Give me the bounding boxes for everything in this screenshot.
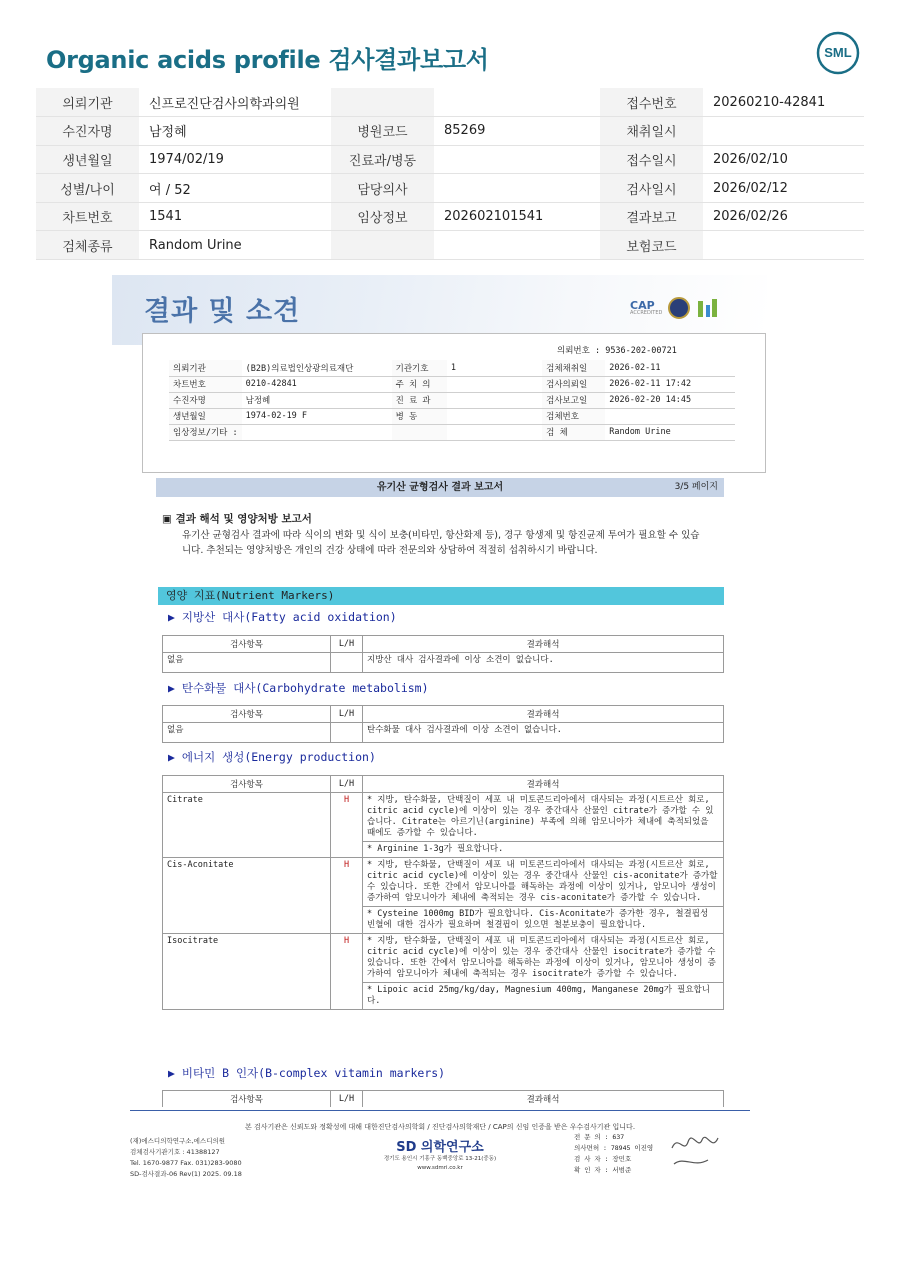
header-row bbox=[36, 231, 864, 260]
sd-logo: SD 의학연구소 bbox=[396, 1140, 484, 1155]
recommendation: * Lipoic acid 25mg/kg/day, Magnesium 400mg, Manganese 20mg가 필요합니다. bbox=[363, 983, 724, 1010]
header-value: 202602101541 bbox=[434, 202, 600, 231]
info-row bbox=[169, 360, 735, 376]
footer-note: 본 검사기관은 신뢰도와 정확성에 대해 대한진단검사의학회 / 진단검사의학재단 / CAP의 신임 인증을 받은 우수검사기관 입니다. bbox=[244, 1123, 636, 1131]
nutrient-markers-header: 영양 지표(Nutrient Markers) bbox=[158, 587, 724, 605]
scanned-report bbox=[112, 275, 767, 1107]
header-value: 신프로진단검사의학과의원 bbox=[139, 88, 331, 117]
info-value: 0210-42841 bbox=[242, 376, 392, 392]
info-value bbox=[447, 376, 542, 392]
cap-logo: CAP ACCREDITED bbox=[630, 299, 663, 316]
interpretation: * 지방, 탄수화물, 단백질이 세포 내 미토콘드리아에서 대사되는 과정(시트르산 회로, citric acid cycle)에 이상이 있는 경우 중간대사 산물인 cis-aconitate가 증가할 수 있습니다. 또한 간에서 암모니아를 해독하는 과정에 이상이 있거나, 암모니아 생성이 증가하여 암모니아가 체내에 축적되는 경우 cis-aconitate가 증가할 수 있습니다. bbox=[363, 858, 724, 907]
header-value bbox=[703, 117, 864, 146]
header-label: 수진자명 bbox=[36, 117, 139, 146]
info-value bbox=[447, 392, 542, 408]
fatty-acid-table: 검사항목 L/H 결과해석 없음 지방산 대사 검사결과에 이상 소견이 없습니다. bbox=[162, 635, 724, 673]
footer-divider bbox=[130, 1110, 750, 1111]
header-value bbox=[434, 231, 600, 260]
interpretation: * 지방, 탄수화물, 단백질이 세포 내 미토콘드리아에서 대사되는 과정(시트르산 회로, citric acid cycle)에 이상이 있는 경우 중간대사 산물인 citrate가 증가할 수 있습니다. Citrate는 아르기닌(arginine) 부족에 의해 암모니아가 체내에 축적되었을 때에도 증가할 수 있습니다. bbox=[363, 793, 724, 842]
info-row bbox=[169, 408, 735, 424]
header-label bbox=[331, 231, 434, 260]
carbohydrate-table: 검사항목 L/H 결과해석 없음 탄수화물 대사 검사결과에 이상 소견이 없습니다. bbox=[162, 705, 724, 743]
info-row bbox=[169, 376, 735, 392]
header-label: 성별/나이 bbox=[36, 174, 139, 203]
info-value: 남정혜 bbox=[242, 392, 392, 408]
info-value: (B2B)의료법인상광의료재단 bbox=[242, 360, 392, 376]
info-value: 2026-02-11 17:42 bbox=[605, 376, 735, 392]
header-label: 접수일시 bbox=[600, 145, 703, 174]
header-value bbox=[703, 231, 864, 260]
info-value: 1974-02-19 F bbox=[242, 408, 392, 424]
info-value: 2026-02-20 14:45 bbox=[605, 392, 735, 408]
header-label: 담당의사 bbox=[331, 174, 434, 203]
header-row bbox=[36, 145, 864, 174]
header-label: 의뢰기관 bbox=[36, 88, 139, 117]
header-row bbox=[36, 117, 864, 146]
info-value bbox=[447, 408, 542, 424]
marker-name: Isocitrate bbox=[163, 934, 331, 1010]
header-label: 채취일시 bbox=[600, 117, 703, 146]
header-value: 85269 bbox=[434, 117, 600, 146]
info-label: 검사보고일 bbox=[542, 392, 605, 408]
request-number: 의뢰번호 : 9536-202-00721 bbox=[557, 346, 677, 356]
header-value: 남정혜 bbox=[139, 117, 331, 146]
info-value: 2026-02-11 bbox=[605, 360, 735, 376]
info-value bbox=[242, 424, 392, 440]
lh-flag: H bbox=[331, 934, 363, 1010]
carbohydrate-heading: ▶ 탄수화물 대사(Carbohydrate metabolism) bbox=[168, 681, 429, 695]
info-label bbox=[392, 424, 447, 440]
lh-flag: H bbox=[331, 793, 363, 858]
header-label: 검체종류 bbox=[36, 231, 139, 260]
signature-icon bbox=[668, 1130, 728, 1170]
page-number: 3/5 페이지 bbox=[674, 482, 718, 492]
info-label: 주 치 의 bbox=[392, 376, 447, 392]
section-paragraph: 유기산 균형검사 결과에 따라 식이의 변화 및 식이 보충(비타민, 항산화제 등), 경구 항생제 및 항진균제 투여가 필요할 수 있습니다. 추천되는 영양처방은 개인의 건강 상태에 따라 전문의와 상담하여 적절히 섭취하시기 바랍니다. bbox=[182, 530, 700, 556]
header-value bbox=[434, 145, 600, 174]
header-value: 1541 bbox=[139, 202, 331, 231]
header-value: 2026/02/26 bbox=[703, 202, 864, 231]
header-label: 결과보고 bbox=[600, 202, 703, 231]
footer-left: (재)에스디의학연구소,에스디의원 검체검사기관기호 : 41388127 Tel. 1670-9877 Fax. 031)283-9080 SD-검사결과-06 Rev(1) 2025. 09.18 bbox=[130, 1137, 242, 1178]
info-value bbox=[447, 424, 542, 440]
table-row bbox=[163, 858, 724, 907]
banner-title: 결과 및 소견 bbox=[144, 296, 301, 327]
marker-name: Cis-Aconitate bbox=[163, 858, 331, 934]
info-label: 검 체 bbox=[542, 424, 605, 440]
fatty-acid-heading: ▶ 지방산 대사(Fatty acid oxidation) bbox=[168, 610, 397, 624]
vitamin-b-table: 검사항목 L/H 결과해석 bbox=[162, 1090, 724, 1107]
page-title: Organic acids profile 검사결과보고서 bbox=[46, 46, 489, 74]
energy-table: 검사항목 L/H 결과해석 Citrate H * 지방, 탄수화물, 단백질이 세포 내 미토콘드리아에서 대사되는 과정(시트르산 회로, citric acid cycle)에 이상이 있는 경우 중간대사 산물인 citrate가 증가할 수 있습니다. Citrate는 아르기닌(arginine) 부족에 의해 암모니아가 체내에 축적되었을 때에도 증가할 수 있습니다. * Arginine 1-3g가 필요합니다. Cis-Aconitate H * 지방, 탄수화물, 단백질이 세포 내 미토콘드리아에서 대사되는 과정(시트르산 회로, citric acid cycle)에 이상이 있는 경우 중간대사 산물인 cis-aconitate가 증가할 수 있습니다. 또한 간에서 암모니아를 해독하는 과정에 이상이 있거나, 암모니아 생성이 증가하여 암모니아가 체내에 축적되는 경우 cis-aconitate가 증가할 수 있습니다. * Cysteine 1000mg BID가 필요합니다. Cis-Aconitate가 증가한 경우, 철결핍성 빈혈에 대한 검사가 필요하며 철결핍이 있으면 철분보충이 필요합니다. Isocitrate H * 지방, 탄수화물, 단백질이 세포 내 미토콘드리아에서 대사되는 과정(시트르산 회로, citric acid cycle)에 이상이 있는 경우 중간대사 산물인 isocitrate가 증가할 수 있습니다. 또한 간에서 암모니아를 해독하는 과정에 이상이 있거나, 암모니아 생성이 증가하여 암모니아가 체내에 축적되는 경우 isocitrate가 증가할 수 있습니다. * Lipoic acid 25mg/kg/day, Magnesium 400mg, Manganese 20mg가 필요합니다. bbox=[162, 775, 724, 1010]
info-label: 차트번호 bbox=[169, 376, 242, 392]
info-label: 수진자명 bbox=[169, 392, 242, 408]
recommendation: * Cysteine 1000mg BID가 필요합니다. Cis-Aconitate가 증가한 경우, 철결핍성 빈혈에 대한 검사가 필요하며 철결핍이 있으면 철분보충이 필요합니다. bbox=[363, 907, 724, 934]
header-label: 보험코드 bbox=[600, 231, 703, 260]
energy-heading: ▶ 에너지 생성(Energy production) bbox=[168, 750, 376, 764]
sml-logo-icon bbox=[815, 30, 861, 76]
info-value: 1 bbox=[447, 360, 542, 376]
info-value bbox=[605, 408, 735, 424]
header-value: 20260210-42841 bbox=[703, 88, 864, 117]
table-row bbox=[163, 934, 724, 983]
info-table bbox=[169, 360, 735, 441]
header-value: 여 / 52 bbox=[139, 174, 331, 203]
header-value: 1974/02/19 bbox=[139, 145, 331, 174]
info-label: 검체번호 bbox=[542, 408, 605, 424]
info-label: 진 료 과 bbox=[392, 392, 447, 408]
header-label: 차트번호 bbox=[36, 202, 139, 231]
header-value: 2026/02/12 bbox=[703, 174, 864, 203]
header-label: 생년월일 bbox=[36, 145, 139, 174]
header-label: 검사일시 bbox=[600, 174, 703, 203]
header-row bbox=[36, 202, 864, 231]
footer-brand: SD 의학연구소 경기도 용인시 기흥구 동백중앙로 13-21(중동) www.sdmri.co.kr bbox=[370, 1136, 510, 1173]
seal-icon bbox=[668, 297, 690, 319]
header-value: 2026/02/10 bbox=[703, 145, 864, 174]
patient-header-table bbox=[36, 88, 864, 260]
certification-logos bbox=[630, 297, 718, 319]
header-row bbox=[36, 88, 864, 117]
header-value bbox=[434, 174, 600, 203]
footer-signatories: 전 문 의 : 637 의사면허 : 78945 이진영 검 사 자 : 장민호 확 인 자 : 서범준 bbox=[574, 1133, 654, 1174]
report-title: 유기산 균형검사 결과 보고서 bbox=[376, 482, 504, 493]
info-label: 검체채취일 bbox=[542, 360, 605, 376]
info-label: 병 동 bbox=[392, 408, 447, 424]
info-label: 임상정보/기타 : bbox=[169, 424, 242, 440]
header-label: 진료과/병동 bbox=[331, 145, 434, 174]
info-label: 생년월일 bbox=[169, 408, 242, 424]
info-value: Random Urine bbox=[605, 424, 735, 440]
header-value bbox=[434, 88, 600, 117]
header-label bbox=[331, 88, 434, 117]
svg-text:SML: SML bbox=[824, 45, 852, 60]
header-label: 접수번호 bbox=[600, 88, 703, 117]
report-title-bar bbox=[156, 478, 724, 497]
info-row bbox=[169, 424, 735, 440]
info-row bbox=[169, 392, 735, 408]
header-value: Random Urine bbox=[139, 231, 331, 260]
table-row bbox=[163, 793, 724, 842]
interpretation: * 지방, 탄수화물, 단백질이 세포 내 미토콘드리아에서 대사되는 과정(시트르산 회로, citric acid cycle)에 이상이 있는 경우 중간대사 산물인 isocitrate가 증가할 수 있습니다. 또한 간에서 암모니아를 해독하는 과정에 이상이 있거나, 암모니아 생성이 증가하여 암모니아가 체내에 축적되는 경우 isocitrate가 증가할 수 있습니다. bbox=[363, 934, 724, 983]
info-label: 검사의뢰일 bbox=[542, 376, 605, 392]
lab-logo-icon bbox=[696, 297, 718, 319]
patient-info-box bbox=[142, 333, 766, 473]
section-heading: ▣ 결과 해석 및 영양처방 보고서 bbox=[162, 513, 312, 525]
header-label: 임상정보 bbox=[331, 202, 434, 231]
vitamin-b-heading: ▶ 비타민 B 인자(B-complex vitamin markers) bbox=[168, 1066, 446, 1080]
header-label: 병원코드 bbox=[331, 117, 434, 146]
header-row bbox=[36, 174, 864, 203]
info-label: 의뢰기관 bbox=[169, 360, 242, 376]
marker-name: Citrate bbox=[163, 793, 331, 858]
recommendation: * Arginine 1-3g가 필요합니다. bbox=[363, 842, 724, 858]
info-label: 기관기호 bbox=[392, 360, 447, 376]
lh-flag: H bbox=[331, 858, 363, 934]
